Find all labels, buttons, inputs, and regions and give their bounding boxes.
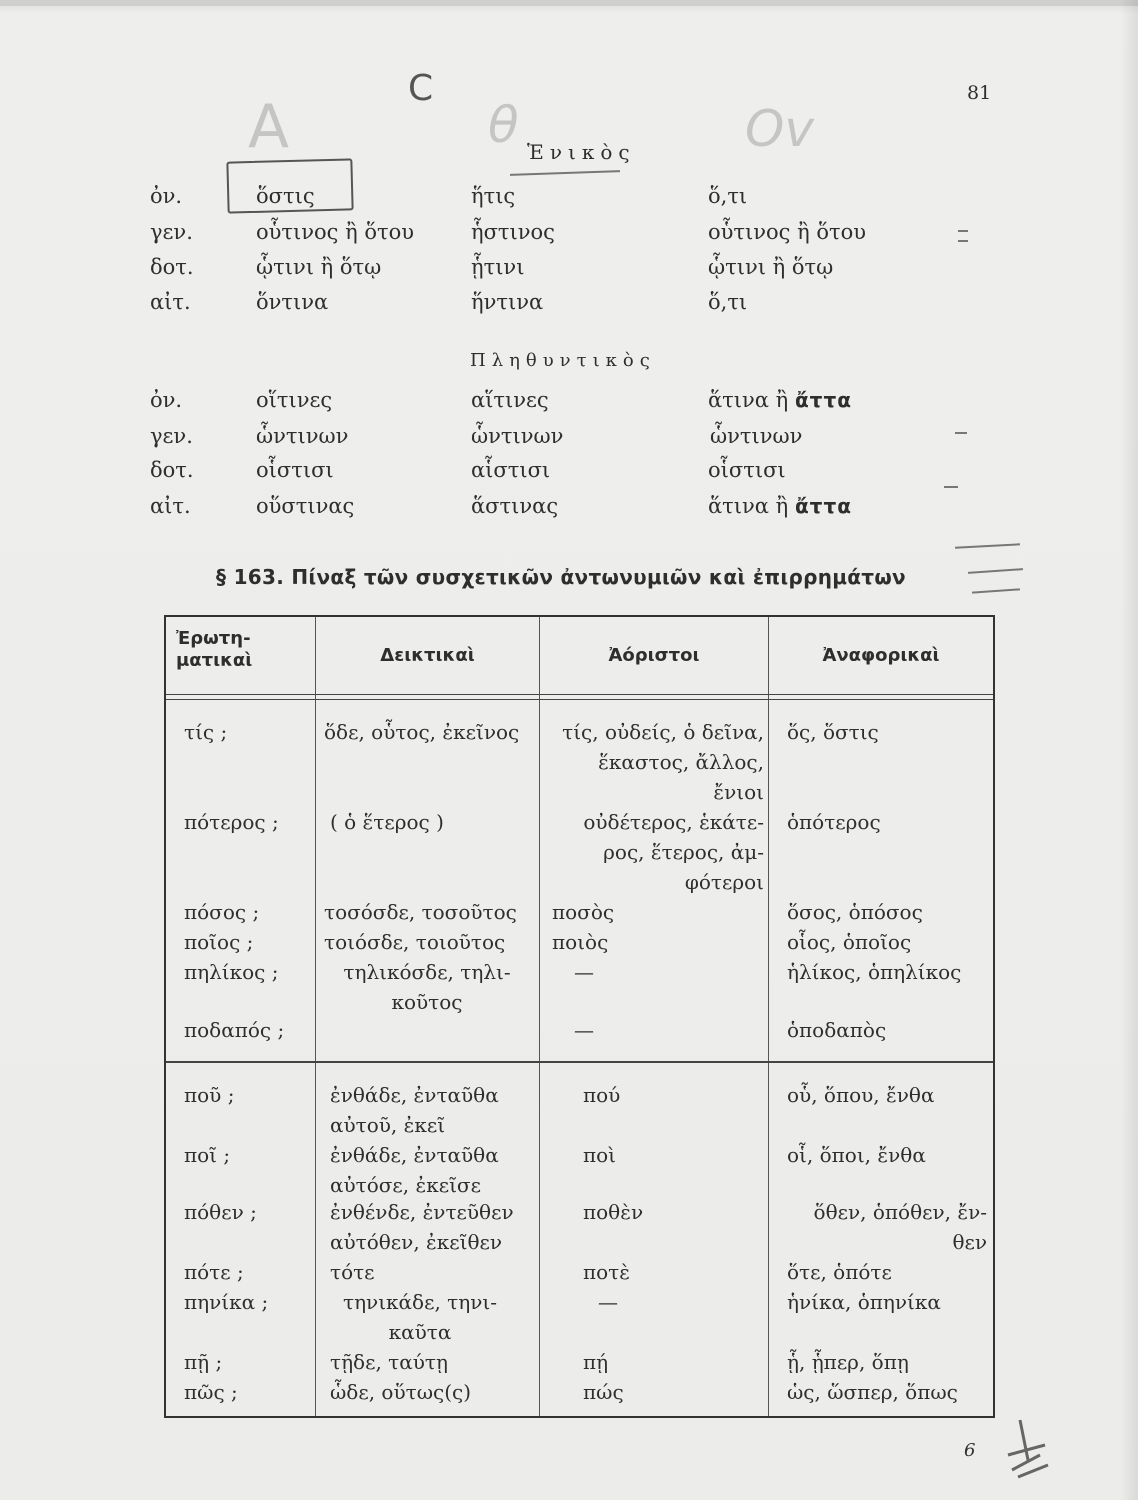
sg-masc-3: ᾧτινι ἢ ὅτῳ [256, 255, 382, 279]
group-divider [166, 1061, 993, 1063]
table-row-a: ποσὸς [552, 900, 615, 924]
table-row-r: ἡλίκος, ὁπηλίκος [787, 960, 962, 984]
table-row-a: — [598, 1290, 618, 1314]
table-row-r: ὅτε, ὁπότε [787, 1260, 892, 1284]
table-row-d: ἐνθάδε, ἐνταῦθα αὐτοῦ, ἐκεῖ [330, 1083, 499, 1137]
sg-masc-2: οὗτινος ἢ ὅτου [256, 220, 415, 244]
pl-fem-3: αἷστισι [471, 458, 551, 482]
table-row-r: ὅθεν, ὁπόθεν, ἔν- θεν [813, 1200, 987, 1254]
table-row-r: ὁποδαπὸς [787, 1018, 887, 1042]
folio-signature: 6 [964, 1440, 976, 1461]
margin-mark [958, 230, 968, 232]
pl-case-2: γεν. [150, 424, 193, 448]
table-row-r: ὅσος, ὁπόσος [787, 900, 923, 924]
table-row-a: ποὶ [583, 1143, 617, 1167]
table-row-r: οὗ, ὅπου, ἔνθα [787, 1083, 935, 1107]
page-number: 81 [967, 82, 992, 104]
table-row-r: ὅς, ὅστις [787, 720, 879, 744]
table-row-d: τηνικάδε, τηνι- καῦτα [343, 1290, 497, 1344]
table-row-q: ποῦ ; [184, 1083, 235, 1107]
pen-scribble-icon [1000, 1415, 1060, 1485]
margin-mark [944, 486, 958, 488]
ghost-handwriting-theta: θ [488, 96, 519, 154]
pl-masc-4: οὕστινας [256, 494, 355, 518]
table-row-q: πόσος ; [184, 900, 260, 924]
table-row-a: — [574, 1018, 594, 1042]
sg-masc-4: ὅντινα [256, 290, 329, 314]
sg-case-4: αἰτ. [150, 290, 191, 314]
pl-masc-3: οἷστισι [256, 458, 334, 482]
table-row-d: τοιόσδε, τοιοῦτος [324, 930, 506, 954]
page-top-edge [0, 0, 1138, 6]
singular-heading: Ἑνικὸς [527, 140, 636, 164]
sg-neut-4: ὅ,τι [708, 290, 748, 314]
table-row-a: τίς, οὐδείς, ὁ δεῖνα, ἕκαστος, ἄλλος, ἔνιοι [562, 720, 764, 804]
table-row-q: πῶς ; [184, 1380, 238, 1404]
table-row-r: ἡνίκα, ὁπηνίκα [787, 1290, 941, 1314]
sg-case-3: δοτ. [150, 255, 194, 279]
handwritten-letter: C [408, 68, 434, 109]
table-row-d: ὅδε, οὗτος, ἐκεῖνος [324, 720, 520, 744]
pl-neut-1-bold: ἄττα [794, 388, 852, 412]
ghost-handwriting-a: A [248, 92, 290, 162]
table-row-r: ὡς, ὥσπερ, ὅπως [787, 1380, 958, 1404]
section-title: § 163. Πίναξ τῶν συσχετικῶν ἀντωνυμιῶν καὶ ἐπιρρημάτων [216, 565, 906, 589]
pl-masc-2: ὧντινων [256, 424, 349, 448]
plural-heading: Πληθυντικὸς [470, 350, 656, 371]
table-row-r: οἷος, ὁποῖος [787, 930, 912, 954]
table-row-q: πότερος ; [184, 810, 279, 834]
table-row-a: πώς [583, 1380, 624, 1404]
margin-mark [955, 432, 967, 434]
table-row-d: ἐνθένδε, ἐντεῦθεν αὐτόθεν, ἐκεῖθεν [330, 1200, 514, 1254]
table-row-a: πού [583, 1083, 621, 1107]
header-indefinite: Ἀόριστοι [608, 645, 700, 666]
table-row-q: πηλίκος ; [184, 960, 279, 984]
pl-fem-4: ἅστινας [471, 494, 559, 518]
sg-fem-4: ἥντινα [471, 290, 544, 314]
pl-neut-2: ὧντινων [710, 424, 803, 448]
sg-fem-2: ἧστινος [471, 220, 555, 244]
pl-neut-1 [708, 388, 852, 412]
table-row-q: ποδαπός ; [184, 1018, 285, 1042]
pl-fem-2: ὧντινων [471, 424, 564, 448]
column-divider-2 [539, 617, 540, 1416]
pl-masc-1: οἵτινες [256, 388, 333, 412]
header-rule-1 [166, 694, 993, 695]
pl-neut-3: οἷστισι [708, 458, 786, 482]
table-row-d: ( ὁ ἕτερος ) [330, 810, 444, 834]
table-row-q: πόθεν ; [184, 1200, 257, 1224]
sg-fem-3: ᾗτινι [471, 255, 525, 279]
table-row-a: — [574, 960, 594, 984]
table-row-a: πῄ [583, 1350, 609, 1374]
table-row-r: ᾗ, ᾗπερ, ὅπῃ [787, 1350, 909, 1374]
sg-neut-3: ᾧτινι ἢ ὅτῳ [708, 255, 834, 279]
table-row-d: τηλικόσδε, τηλι- κοῦτος [343, 960, 511, 1014]
header-interrogative: Ἐρωτη- ματικαὶ [176, 628, 253, 671]
table-row-q: ποῖ ; [184, 1143, 231, 1167]
table-row-a: ποιὸς [552, 930, 609, 954]
pl-case-3: δοτ. [150, 458, 194, 482]
sg-masc-1: ὅστις [256, 184, 315, 208]
header-demonstrative: Δεικτικαὶ [380, 645, 475, 666]
pl-neut-4-text: ἅτινα ἢ [708, 494, 789, 518]
header-rule-2 [166, 699, 993, 700]
pl-case-4: αἰτ. [150, 494, 191, 518]
sg-neut-2: οὗτινος ἢ ὅτου [708, 220, 867, 244]
table-row-d: τῇδε, ταύτῃ [330, 1350, 448, 1374]
table-row-r: οἷ, ὅποι, ἔνθα [787, 1143, 926, 1167]
pl-fem-1: αἵτινες [471, 388, 549, 412]
table-row-q: πηνίκα ; [184, 1290, 269, 1314]
sg-fem-1: ἥτις [471, 184, 516, 208]
table-row-a: ποτὲ [583, 1260, 630, 1284]
pl-neut-4-bold: ἄττα [794, 494, 852, 518]
table-row-d: τοσόσδε, τοσοῦτος [324, 900, 517, 924]
page-right-edge [1120, 0, 1138, 1500]
sg-case-2: γεν. [150, 220, 193, 244]
pl-neut-1-text: ἅτινα ἢ [708, 388, 789, 412]
sg-neut-1: ὅ,τι [708, 184, 748, 208]
sg-case-1: ὀν. [150, 184, 183, 208]
table-row-q: ποῖος ; [184, 930, 254, 954]
header-relative: Ἀναφορικαὶ [822, 645, 940, 666]
table-row-r: ὁπότερος [787, 810, 881, 834]
table-row-d: τότε [330, 1260, 375, 1284]
column-divider-3 [768, 617, 769, 1416]
pl-neut-4 [708, 494, 852, 518]
table-row-d: ὧδε, οὕτως(ς) [330, 1380, 472, 1404]
ghost-handwriting-ov: Ov [745, 100, 814, 158]
table-row-q: τίς ; [184, 720, 228, 744]
table-row-d: ἐνθάδε, ἐνταῦθα αὐτόσε, ἐκεῖσε [330, 1143, 499, 1197]
margin-mark [958, 240, 968, 242]
table-row-a: ποθὲν [583, 1200, 644, 1224]
table-row-q: πῇ ; [184, 1350, 223, 1374]
table-row-a: οὐδέτερος, ἑκάτε- ρος, ἕτερος, ἀμ- φότεροι [583, 810, 764, 894]
pl-case-1: ὀν. [150, 388, 183, 412]
table-row-q: πότε ; [184, 1260, 244, 1284]
